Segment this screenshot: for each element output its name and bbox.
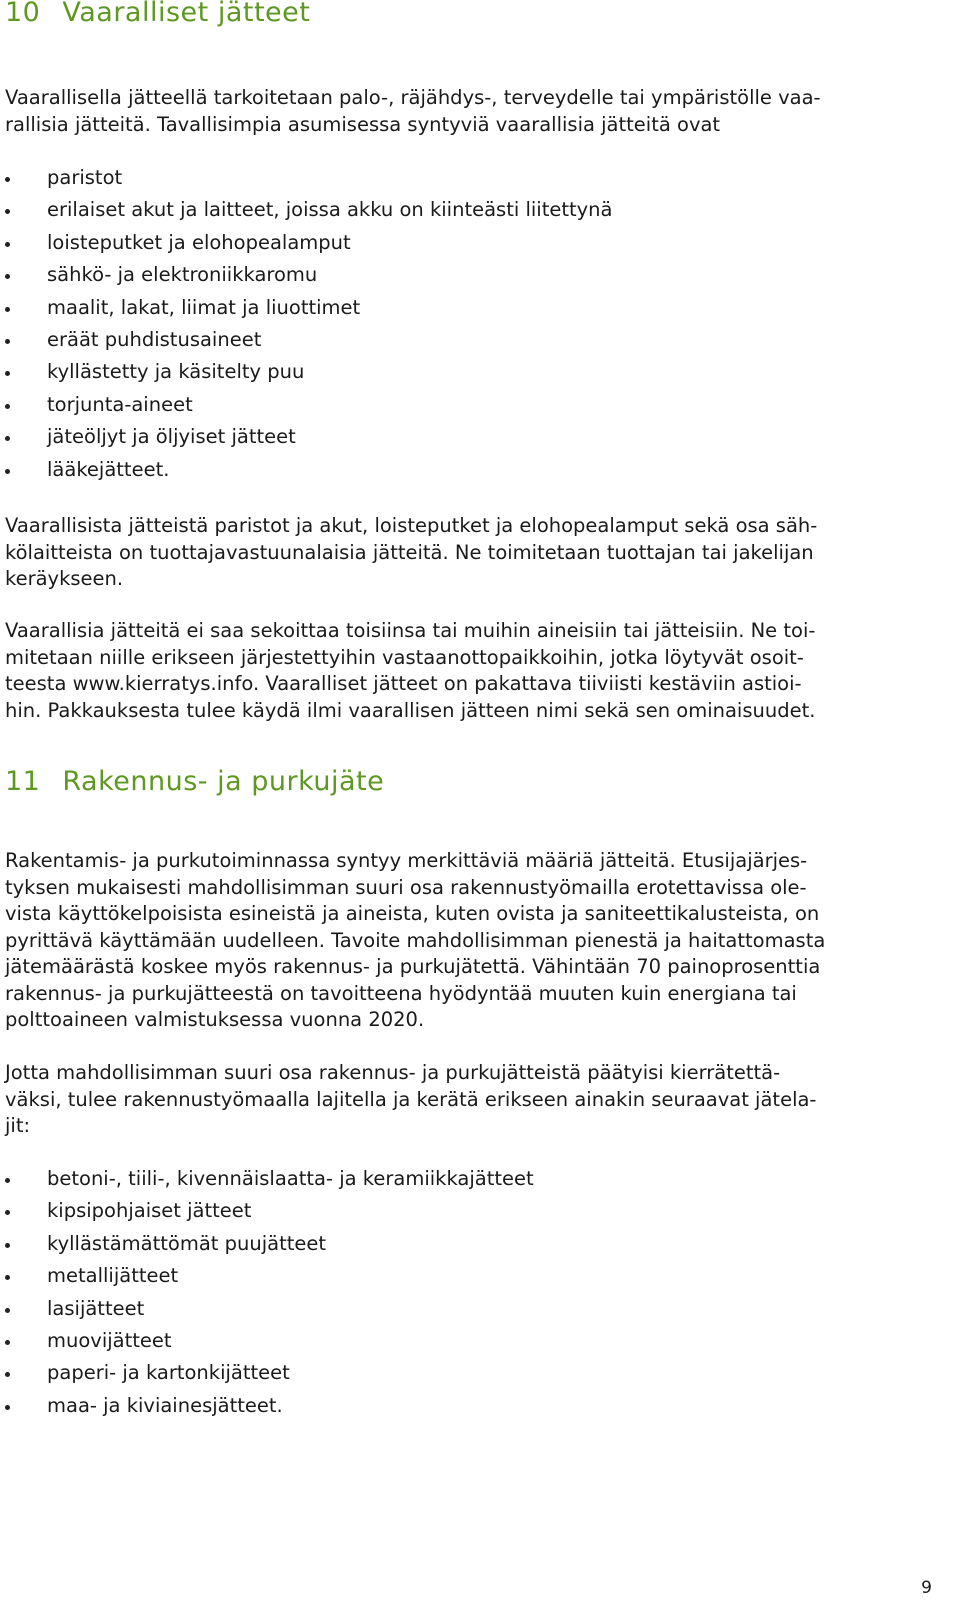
list-item: kyllästetty ja käsitelty puu <box>5 356 613 388</box>
construction-waste-list <box>5 1163 534 1422</box>
section-10-title: Vaaralliset jätteet <box>62 0 311 28</box>
bullet-icon <box>5 1340 10 1345</box>
paragraph-line: Jotta mahdollisimman suuri osa rakennus- ja purkujätteistä päätyisi kierrätettä- <box>5 1061 781 1084</box>
paragraph-line: vista käyttökelpoisista esineistä ja aineista, kuten ovista ja saniteettikalusteista, on <box>5 902 820 925</box>
bullet-icon <box>5 404 10 409</box>
list-item: paristot <box>5 162 613 194</box>
list-item: loisteputket ja elohopealamput <box>5 227 613 259</box>
paragraph-line: jit: <box>5 1114 31 1137</box>
list-item: jäteöljyt ja öljyiset jätteet <box>5 421 613 453</box>
list-item: muovijätteet <box>5 1325 534 1357</box>
paragraph-line: jätemäärästä koskee myös rakennus- ja purkujätettä. Vähintään 70 painoprosenttia <box>5 955 821 978</box>
bullet-icon <box>5 1372 10 1377</box>
bullet-icon <box>5 242 10 247</box>
paragraph-line: Vaarallisista jätteistä paristot ja akut, loisteputket ja elohopealamput sekä osa säh- <box>5 514 818 537</box>
section-10-intro <box>5 85 821 138</box>
paragraph-line: polttoaineen valmistuksessa vuonna 2020. <box>5 1008 425 1031</box>
paragraph-line: Rakentamis- ja purkutoiminnassa syntyy merkittäviä määriä jätteitä. Etusijajärjes- <box>5 849 808 872</box>
list-item: torjunta-aineet <box>5 389 613 421</box>
section-11-heading <box>5 766 384 797</box>
section-10-number: 10 <box>5 0 41 28</box>
paragraph-line: rakennus- ja purkujätteestä on tavoitteena hyödyntää muuten kuin energiana tai <box>5 981 797 1005</box>
construction-waste-paragraph <box>5 848 825 1034</box>
bullet-icon <box>5 209 10 214</box>
intro-line: Vaarallisella jätteellä tarkoitetaan palo-, räjähdys-, terveydelle tai ympäristölle vaa- <box>5 86 821 109</box>
bullet-icon <box>5 1275 10 1280</box>
list-item: kyllästämättömät puujätteet <box>5 1228 534 1260</box>
bullet-icon <box>5 1308 10 1313</box>
bullet-icon <box>5 436 10 441</box>
list-item: maa- ja kiviainesjätteet. <box>5 1390 534 1422</box>
list-item: betoni-, tiili-, kivennäislaatta- ja keramiikkajätteet <box>5 1163 534 1195</box>
list-item: metallijätteet <box>5 1260 534 1292</box>
section-11-number: 11 <box>5 766 41 797</box>
list-item: erilaiset akut ja laitteet, joissa akku on kiinteästi liitettynä <box>5 194 613 226</box>
sorting-intro-paragraph <box>5 1060 816 1140</box>
handling-instructions-paragraph <box>5 618 815 724</box>
bullet-icon <box>5 177 10 182</box>
paragraph-line: keräykseen. <box>5 567 124 590</box>
paragraph-line: hin. Pakkauksesta tulee käydä ilmi vaarallisen jätteen nimi sekä sen ominaisuudet. <box>5 698 816 722</box>
bullet-icon <box>5 307 10 312</box>
paragraph-line: väksi, tulee rakennustyömaalla lajitella ja kerätä erikseen ainakin seuraavat jätela- <box>5 1087 817 1111</box>
bullet-icon <box>5 339 10 344</box>
list-item: lääkejätteet. <box>5 454 613 486</box>
page-number: 9 <box>921 1578 932 1598</box>
paragraph-line: tyksen mukaisesti mahdollisimman suuri osa rakennustyömailla erotettavissa ole- <box>5 875 807 899</box>
paragraph-line: teesta www.kierratys.info. Vaaralliset jätteet on pakattava tiiviisti kestäviin astioi- <box>5 672 802 695</box>
bullet-icon <box>5 1243 10 1248</box>
hazardous-waste-list <box>5 162 613 486</box>
list-item: maalit, lakat, liimat ja liuottimet <box>5 292 613 324</box>
bullet-icon <box>5 274 10 279</box>
bullet-icon <box>5 371 10 376</box>
bullet-icon <box>5 469 10 474</box>
producer-responsibility-paragraph <box>5 513 817 593</box>
list-item: kipsipohjaiset jätteet <box>5 1195 534 1227</box>
list-item: paperi- ja kartonkijätteet <box>5 1357 534 1389</box>
intro-line: rallisia jätteitä. Tavallisimpia asumisessa syntyviä vaarallisia jätteitä ovat <box>5 112 721 136</box>
section-11-title: Rakennus- ja purkujäte <box>62 766 385 797</box>
list-item: eräät puhdistusaineet <box>5 324 613 356</box>
bullet-icon <box>5 1405 10 1410</box>
section-10-heading <box>5 0 310 28</box>
paragraph-line: mitetaan niille erikseen järjestettyihin vastaanottopaikkoihin, jotka löytyvät osoit- <box>5 645 804 669</box>
list-item: sähkö- ja elektroniikkaromu <box>5 259 613 291</box>
list-item: lasijätteet <box>5 1293 534 1325</box>
paragraph-line: pyrittävä käyttämään uudelleen. Tavoite mahdollisimman pienestä ja haitattomasta <box>5 928 826 952</box>
bullet-icon <box>5 1178 10 1183</box>
paragraph-line: kölaitteista on tuottajavastuunalaisia jätteitä. Ne toimitetaan tuottajan tai jakelijan <box>5 540 814 564</box>
paragraph-line: Vaarallisia jätteitä ei saa sekoittaa toisiinsa tai muihin aineisiin tai jätteisiin. Ne toi- <box>5 619 816 642</box>
bullet-icon <box>5 1210 10 1215</box>
